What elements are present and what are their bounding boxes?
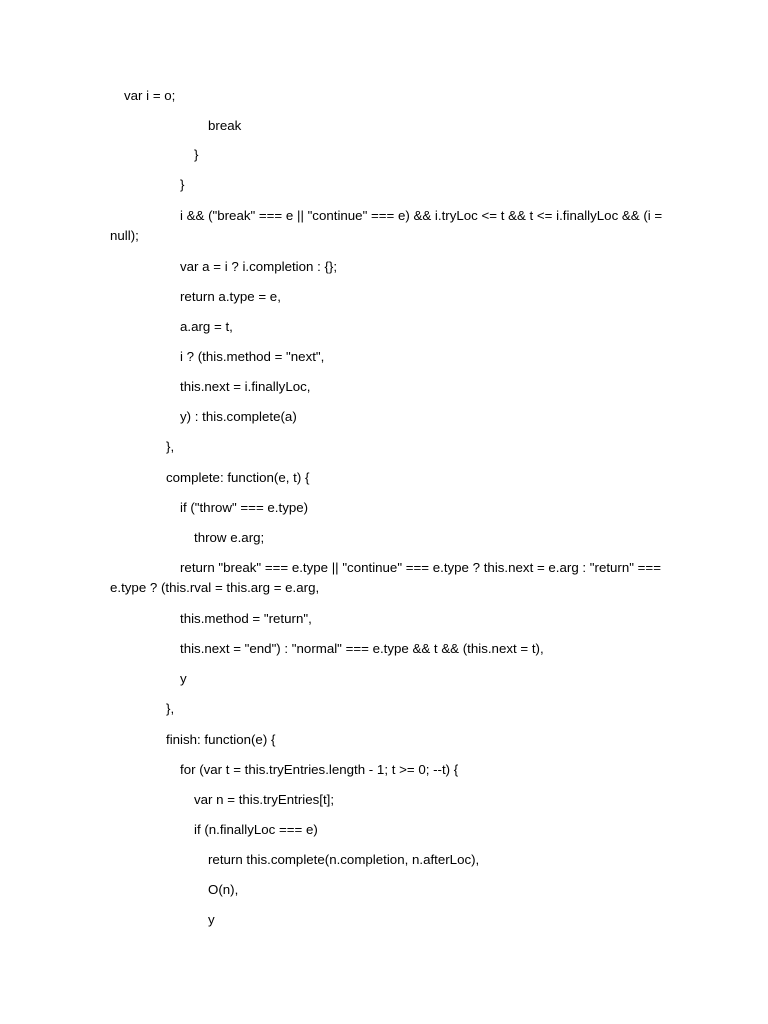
code-line: y bbox=[208, 912, 215, 927]
code-line: throw e.arg; bbox=[194, 530, 265, 545]
code-line: break bbox=[208, 118, 242, 133]
code-line: i && ("break" === e || "continue" === e) && i.tryLoc <= t && t <= i.finallyLoc && (i = null); bbox=[110, 208, 666, 243]
code-line: y) : this.complete(a) bbox=[180, 409, 297, 424]
code-line: if (n.finallyLoc === e) bbox=[194, 822, 318, 837]
code-line: i ? (this.method = "next", bbox=[180, 349, 325, 364]
code-line: complete: function(e, t) { bbox=[166, 470, 310, 485]
code-line: y bbox=[180, 671, 187, 686]
code-line: finish: function(e) { bbox=[166, 732, 276, 747]
code-line: this.next = i.finallyLoc, bbox=[180, 379, 311, 394]
code-line: this.method = "return", bbox=[180, 611, 312, 626]
code-line: var i = o; bbox=[124, 88, 176, 103]
code-line: for (var t = this.tryEntries.length - 1; t >= 0; --t) { bbox=[180, 762, 459, 777]
code-line: return this.complete(n.completion, n.afterLoc), bbox=[208, 852, 480, 867]
code-line: } bbox=[194, 147, 199, 162]
code-line: O(n), bbox=[208, 882, 239, 897]
code-line: a.arg = t, bbox=[180, 319, 233, 334]
code-line: var a = i ? i.completion : {}; bbox=[180, 259, 338, 274]
code-line: var n = this.tryEntries[t]; bbox=[194, 792, 335, 807]
code-line: if ("throw" === e.type) bbox=[180, 500, 309, 515]
code-line: return "break" === e.type || "continue" === e.type ? this.next = e.arg : "return" === e.type ? (this.rval = this.arg = e.arg, bbox=[110, 560, 665, 595]
code-line: return a.type = e, bbox=[180, 289, 281, 304]
code-line: }, bbox=[166, 701, 175, 716]
code-line: }, bbox=[166, 439, 175, 454]
code-line: } bbox=[180, 177, 185, 192]
code-line: this.next = "end") : "normal" === e.type && t && (this.next = t), bbox=[180, 641, 544, 656]
